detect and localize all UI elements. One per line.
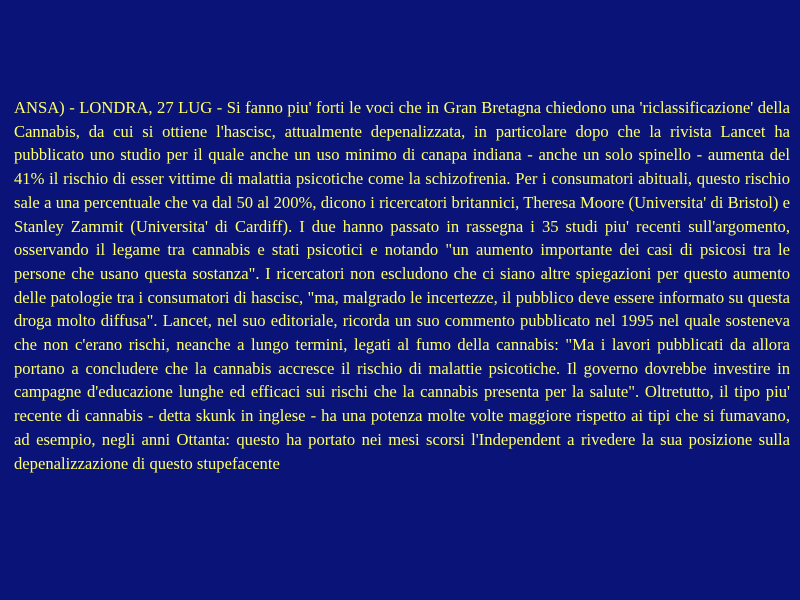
article-body-text: ANSA) - LONDRA, 27 LUG - Si fanno piu' forti le voci che in Gran Bretagna chiedono una 'riclassificazione' della Cannabis, da cui si ottiene l'hascisc, attualmente depenalizzata, in particolare dopo che la rivista Lancet ha pubblicato uno studio per il quale anche un uso minimo di canapa indiana - anche un solo spinello - aumenta del 41% il rischio di esser vittime di malattia psicotiche come la schizofrenia. Per i consumatori abituali, questo rischio sale a una percentuale che va dal 50 al 200%, dicono i ricercatori britannici, Theresa Moore (Universita' di Bristol) e Stanley Zammit (Universita' di Cardiff). I due hanno passato in rassegna i 35 studi piu' recenti sull'argomento, osservando il legame tra cannabis e stati psicotici e notando "un aumento importante dei casi di psicosi tra le persone che usano questa sostanza". I ricercatori non escludono che ci siano altre spiegazioni per questo aumento delle patologie tra i consumatori di hascisc, "ma, malgrado le incertezze, il pubblico deve essere informato su questa droga molto diffusa". Lancet, nel suo editoriale, ricorda un suo commento pubblicato nel 1995 nel quale sosteneva che non c'erano rischi, neanche a lungo termini, legati al fumo della cannabis: "Ma i lavori pubblicati da allora portano a concludere che la cannabis accresce il rischio di malattie psicotiche. Il governo dovrebbe investire in campagne d'educazione lunghe ed efficaci sui rischi che la cannabis presenta per la salute". Oltretutto, il tipo piu' recente di cannabis - detta skunk in inglese - ha una potenza molte volte maggiore rispetto ai tipi che si fumavano, ad esempio, negli anni Ottanta: questo ha portato nei mesi scorsi l'Independent a rivedere la sua posizione sulla depenalizzazione di questo stupefacente — [14, 98, 790, 473]
